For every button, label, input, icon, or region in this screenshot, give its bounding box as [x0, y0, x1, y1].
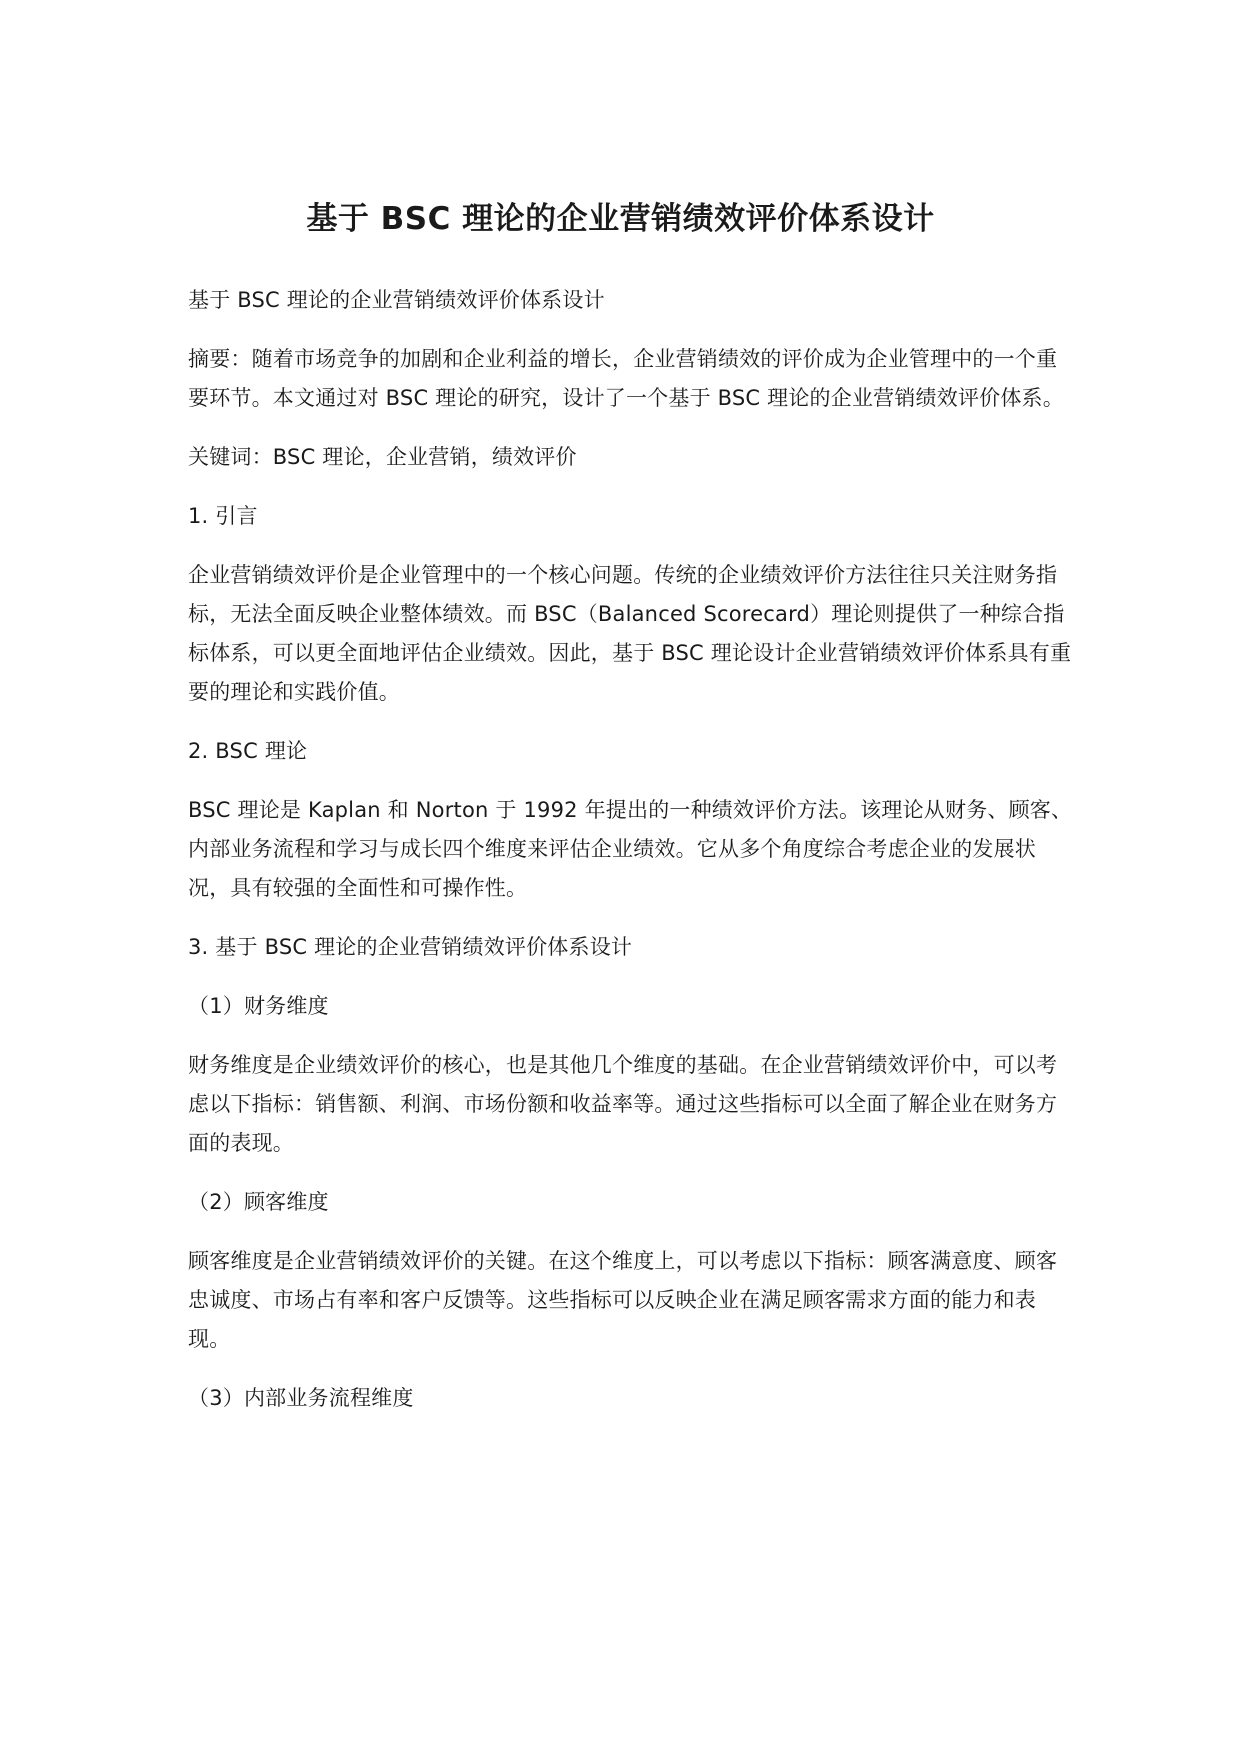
keywords-paragraph: 关键词：BSC 理论，企业营销，绩效评价: [188, 445, 577, 469]
introduction-paragraph: 企业营销绩效评价是企业管理中的一个核心问题。传统的企业绩效评价方法往往只关注财务指标，无法全面反映企业整体绩效。而 BSC（Balanced Scorecard）理论则提供了一种综合指标体系，可以更全面地评估企业绩效。因此，基于 BSC 理论设计企业营销绩效评价体系具有重要的理论和实践价值。: [188, 563, 1072, 704]
page-title: 基于 BSC 理论的企业营销绩效评价体系设计: [306, 200, 935, 237]
financial-dimension-paragraph: 财务维度是企业绩效评价的核心，也是其他几个维度的基础。在企业营销绩效评价中，可以考虑以下指标：销售额、利润、市场份额和收益率等。通过这些指标可以全面了解企业在财务方面的表现。: [188, 1053, 1058, 1155]
bsc-theory-paragraph: BSC 理论是 Kaplan 和 Norton 于 1992 年提出的一种绩效评价方法。该理论从财务、顾客、内部业务流程和学习与成长四个维度来评估企业绩效。它从多个角度综合考虑企业的发展状况，具有较强的全面性和可操作性。: [188, 798, 1073, 900]
section-heading-bsc-theory: 2. BSC 理论: [188, 739, 308, 763]
document-subtitle: 基于 BSC 理论的企业营销绩效评价体系设计: [188, 288, 605, 312]
subheading-financial-dimension: （1）财务维度: [188, 994, 329, 1018]
subheading-customer-dimension: （2）顾客维度: [188, 1190, 329, 1214]
subheading-internal-process-dimension: （3）内部业务流程维度: [188, 1386, 414, 1410]
abstract-paragraph: 摘要：随着市场竞争的加剧和企业利益的增长，企业营销绩效的评价成为企业管理中的一个重要环节。本文通过对 BSC 理论的研究，设计了一个基于 BSC 理论的企业营销绩效评价体系。: [188, 347, 1064, 410]
section-heading-system-design: 3. 基于 BSC 理论的企业营销绩效评价体系设计: [188, 935, 633, 959]
customer-dimension-paragraph: 顾客维度是企业营销绩效评价的关键。在这个维度上，可以考虑以下指标：顾客满意度、顾客忠诚度、市场占有率和客户反馈等。这些指标可以反映企业在满足顾客需求方面的能力和表现。: [188, 1249, 1058, 1351]
document-body: [188, 281, 1078, 1438]
section-heading-introduction: 1. 引言: [188, 504, 258, 528]
